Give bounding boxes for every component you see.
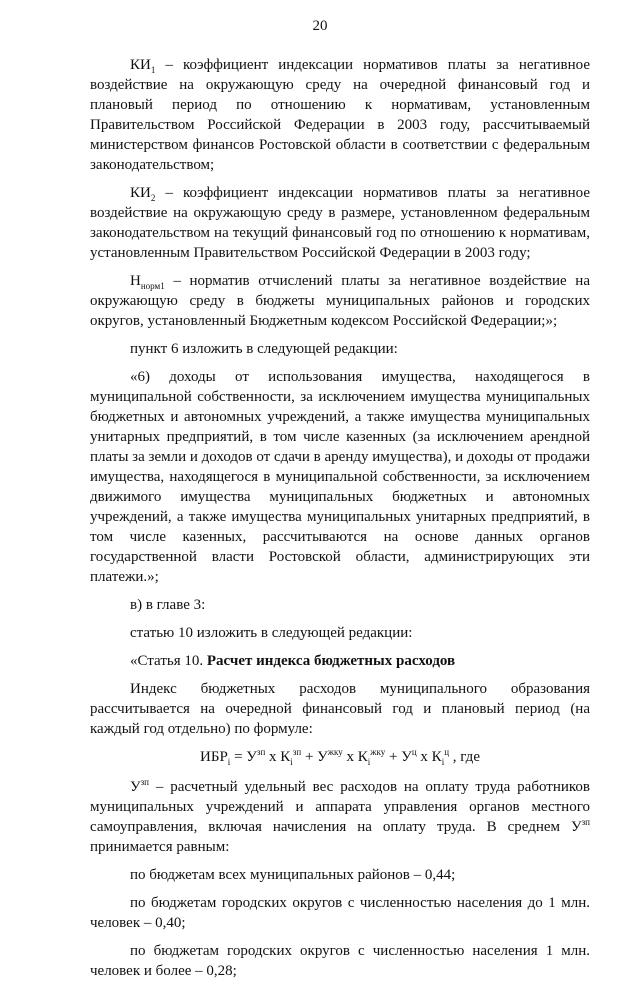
text-u-zp-sup: зп — [581, 817, 590, 827]
text-ki1: – коэффициент индексации нормативов платы за негативное воздействие на окружающую среду на очередной финансовый год и плановый период по отношению к нормативам, установленным Правительством Российской Федерации в 2003 году, рассчитываемый министерством финансов Ростовской области в соответствии с федеральным законодательством; — [90, 57, 590, 173]
formula-k3-sub: i — [441, 757, 445, 767]
formula-x1: х — [265, 749, 281, 765]
text-hnorm: – норматив отчислений платы за негативное воздействие на окружающую среду в бюджеты муниципальных районов и городских округов, установленный Бюджетным кодексом Российской Федерации;»; — [90, 273, 590, 329]
paragraph-art10-intro: статью 10 изложить в следующей редакции: — [130, 625, 413, 641]
symbol-u-zp: У — [130, 779, 141, 795]
paragraph-ki2 — [90, 183, 590, 263]
symbol-ki1: КИ — [130, 57, 151, 73]
formula-t2-sup: жку — [327, 747, 343, 757]
formula-k2: К — [357, 749, 368, 765]
paragraph-ki1 — [90, 55, 590, 175]
text-u-zp-b: принимается равным: — [90, 839, 230, 855]
paragraph-chapter3: в) в главе 3: — [130, 597, 206, 613]
paragraph-u-zp — [90, 777, 590, 857]
art10-title: Расчет индекса бюджетных расходов — [206, 653, 456, 669]
symbol-hnorm: Н — [130, 273, 141, 289]
paragraph-art10-heading — [90, 651, 590, 671]
document-body — [90, 55, 590, 984]
formula-lhs-sub: i — [227, 757, 231, 767]
symbol-ki1-sub: 1 — [150, 65, 156, 75]
formula-x2: х — [342, 749, 358, 765]
formula-k1-sup: зп — [292, 747, 302, 757]
formula-t2: У — [317, 749, 328, 765]
formula-tail: , где — [449, 749, 480, 765]
symbol-u-zp-sup: зп — [140, 777, 149, 787]
formula-k3-sup: ц — [444, 747, 450, 757]
symbol-hnorm-sub: норм1 — [140, 281, 165, 291]
formula-x3: х — [416, 749, 432, 765]
formula-plus1: + — [301, 749, 318, 765]
text-ki2: – коэффициент индексации нормативов платы за негативное воздействие на окружающую среду в размере, установленном федеральным законодательством на текущий финансовый год по отношению к нормативам, установленным Правительством Российской Федерации в 2003 году; — [90, 185, 590, 261]
art10-prefix: «Статья 10. — [130, 653, 207, 669]
formula-t3: У — [401, 749, 412, 765]
formula-t3-sup: ц — [411, 747, 417, 757]
formula-k2-sup: жку — [370, 747, 386, 757]
paragraph-index-intro: Индекс бюджетных расходов муниципального образования рассчитывается на очередной финансовый год и плановый период (на каждый год отдельно) по формуле: — [90, 681, 590, 737]
paragraph-hnorm — [90, 271, 590, 331]
formula-k1-sub: i — [290, 757, 293, 767]
formula-k2-sub: i — [367, 757, 371, 767]
formula-k1: К — [280, 749, 291, 765]
list-item-cities-under-1m: по бюджетам городских округов с численностью населения до 1 млн. человек – 0,40; — [90, 895, 590, 931]
list-item-municipal-districts: по бюджетам всех муниципальных районов – 0,44; — [130, 867, 456, 883]
formula-plus2: + — [385, 749, 402, 765]
symbol-ki2-sub: 2 — [150, 193, 156, 203]
paragraph-p6: «6) доходы от использования имущества, находящегося в муниципальной собственности, за исключением имущества муниципальных бюджетных и автономных учреждений, а также имущества муниципальных унитарных предприятий, в том числе казенных (за исключением арендной платы за земли и доходов от сдачи в аренду имущества), и доходы от продажи имущества, находящегося в муниципальной собственности, за исключением движимого имущества муниципальных бюджетных и автономных учреждений, а также имущества муниципальных унитарных предприятий, в том числе казенных, рассчитываются на основе данных органов государственной власти Ростовской области, администрирующих эти платежи.»; — [90, 369, 590, 585]
page-number: 20 — [312, 18, 328, 34]
formula-lhs: ИБР — [200, 749, 228, 765]
symbol-ki2: КИ — [130, 185, 151, 201]
formula-k3: К — [431, 749, 442, 765]
formula-t1: У — [246, 749, 257, 765]
formula-eq: = — [230, 749, 247, 765]
formula-ibr — [90, 747, 590, 767]
list-item-cities-1m-plus: по бюджетам городских округов с численностью населения 1 млн. человек и более – 0,28; — [90, 943, 590, 979]
paragraph-p6-intro: пункт 6 изложить в следующей редакции: — [130, 341, 398, 357]
text-u-zp-a: – расчетный удельный вес расходов на оплату труда работников муниципальных учреждений и аппарата управления органов местного самоуправления, включая начисления на оплату труда. В среднем У — [90, 779, 590, 835]
formula-t1-sup: зп — [256, 747, 266, 757]
